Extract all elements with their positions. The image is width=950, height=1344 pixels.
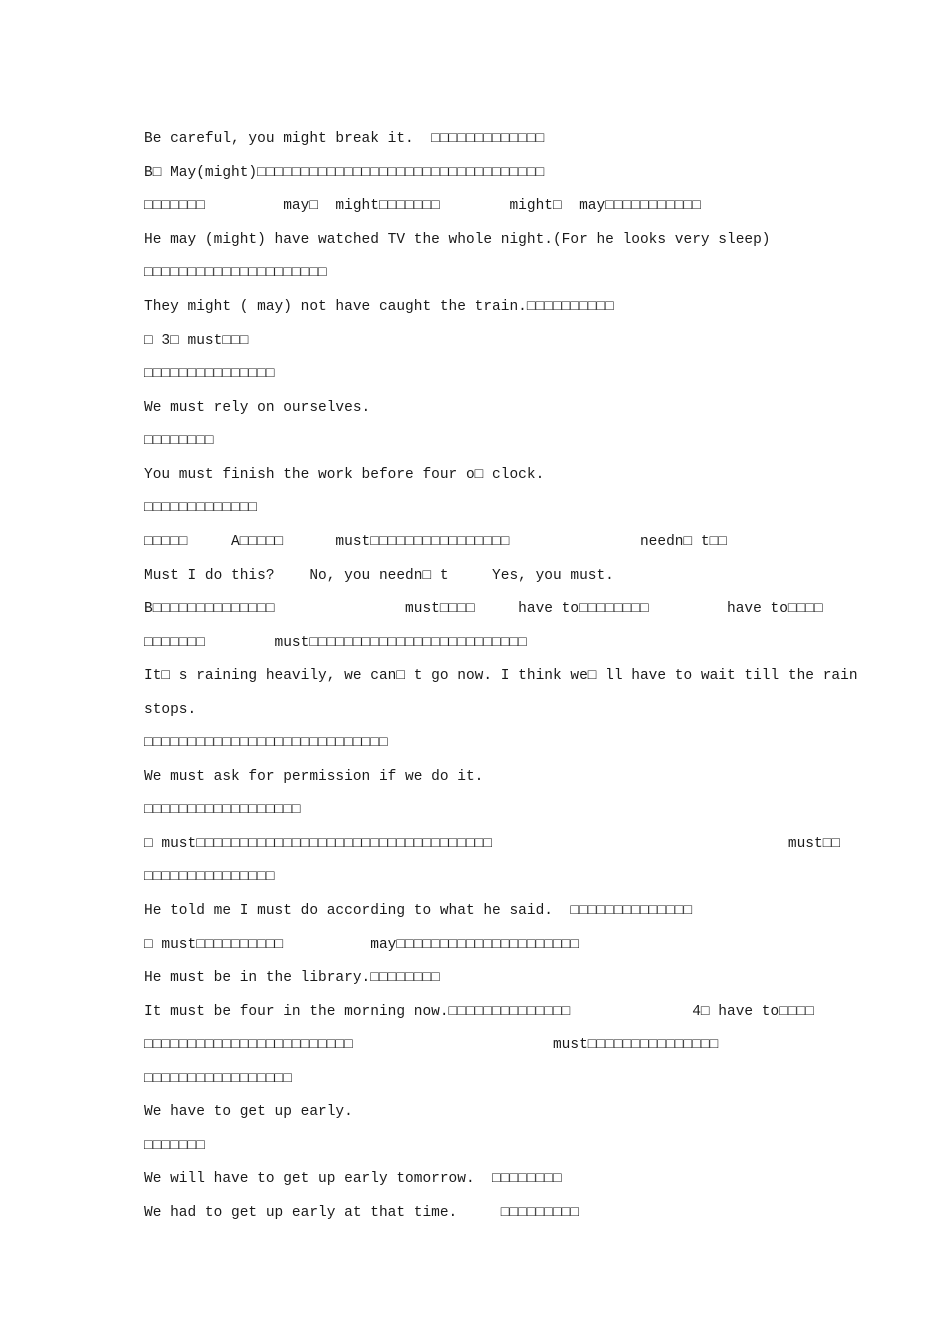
- text-line: We must ask for permission if we do it.: [144, 769, 484, 785]
- text-line: □□□□□□□: [144, 1138, 205, 1154]
- text-line: □□□□□□□□□□□□□□□: [144, 366, 275, 382]
- text-line: He may (might) have watched TV the whole night.(For he looks very sleep): [144, 232, 771, 248]
- text-line: □ must□□□□□□□□□□□□□□□□□□□□□□□□□□□□□□□□□□ must□□: [144, 836, 841, 852]
- text-line: □□□□□□□ may□ might□□□□□□□ might□ may□□□□□□□□□□□: [144, 198, 701, 214]
- text-line: It□ s raining heavily, we can□ t go now. I think we□ ll have to wait till the rain: [144, 668, 858, 684]
- text-line: We must rely on ourselves.: [144, 400, 371, 416]
- text-line: □ must□□□□□□□□□□ may□□□□□□□□□□□□□□□□□□□□□: [144, 937, 580, 953]
- text-line: B□□□□□□□□□□□□□□ must□□□□ have to□□□□□□□□ have to□□□□: [144, 601, 823, 617]
- text-line: We have to get up early.: [144, 1104, 353, 1120]
- text-line: □□□□□□□□□□□□□: [144, 500, 258, 516]
- text-line: He told me I must do according to what he said. □□□□□□□□□□□□□□: [144, 903, 693, 919]
- text-line: □□□□□□□□□□□□□□□□□□□□□□□□□□□□: [144, 735, 388, 751]
- text-line: stops.: [144, 702, 197, 718]
- text-line: We will have to get up early tomorrow. □□□□□□□□: [144, 1171, 562, 1187]
- text-line: □□□□□□□□□□□□□□□□□□□□□: [144, 265, 327, 281]
- text-line: B□ May(might)□□□□□□□□□□□□□□□□□□□□□□□□□□□□□□□□□: [144, 165, 545, 181]
- text-line: □□□□□□□ must□□□□□□□□□□□□□□□□□□□□□□□□□: [144, 635, 527, 651]
- text-line: Must I do this? No, you needn□ t Yes, you must.: [144, 568, 614, 584]
- text-line: □□□□□□□□□□□□□□□□□: [144, 1071, 292, 1087]
- text-line: □□□□□□□□□□□□□□□□□□: [144, 802, 301, 818]
- section-heading: □ 3□ must□□□: [144, 333, 249, 349]
- text-line: They might ( may) not have caught the train.□□□□□□□□□□: [144, 299, 614, 315]
- text-line: He must be in the library.□□□□□□□□: [144, 970, 440, 986]
- text-line: You must finish the work before four o□ clock.: [144, 467, 545, 483]
- text-line: □□□□□ A□□□□□ must□□□□□□□□□□□□□□□□ needn□ t□□: [144, 534, 727, 550]
- text-line: □□□□□□□□□□□□□□□□□□□□□□□□ must□□□□□□□□□□□□□□□: [144, 1037, 719, 1053]
- text-line: Be careful, you might break it. □□□□□□□□□□□□□: [144, 131, 545, 147]
- text-line: □□□□□□□□□□□□□□□: [144, 869, 275, 885]
- text-line: We had to get up early at that time. □□□□□□□□□: [144, 1205, 580, 1221]
- text-line: □□□□□□□□: [144, 433, 214, 449]
- text-line: It must be four in the morning now.□□□□□□□□□□□□□□ 4□ have to□□□□: [144, 1004, 815, 1020]
